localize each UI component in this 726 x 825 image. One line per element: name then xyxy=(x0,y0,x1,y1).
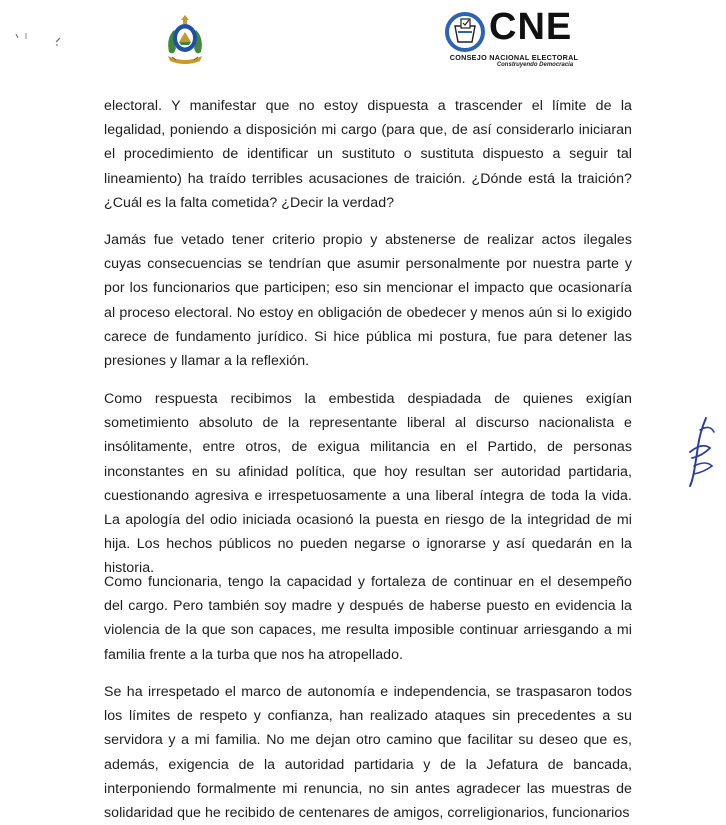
paragraph xyxy=(104,228,632,373)
cne-full-name: CONSEJO NACIONAL ELECTORAL xyxy=(449,53,579,62)
cne-logo xyxy=(443,6,585,68)
handwritten-signature xyxy=(680,412,720,492)
cne-tagline: Construyendo Democracia xyxy=(496,62,574,68)
paragraph-text: Se ha irrespetado el marco de autonomía e independencia, se traspasaron todos los límites de respeto y confianza, han realizado ataques sin precedentes a su servidora y a mi familia. No me dejan otro camino que facilitar su deseo que es, además, exigencia de la autoridad partidaria y de la Jefatura de bancada, interponiendo formalmente mi renuncia, no sin antes agradecer las muestras de solidaridad que he recibido de centenares de amigos, correligionarios, funcionarios xyxy=(104,684,632,822)
paragraph-text: electoral. Y manifestar que no estoy dispuesta a trascender el límite de la legalidad, poniendo a disposición mi cargo (para que, de así considerarlo iniciaran el procedimiento de identificar un sustituto o sustituta dispuesto a seguir tal lineamiento) ha traído terribles acusaciones de traición. ¿Dónde está la traición? ¿Cuál es la falta cometida? ¿Decir la verdad? xyxy=(104,98,632,211)
paragraph-text: Jamás fue vetado tener criterio propio y abstenerse de realizar actos ilegales cuyas consecuencias se tendrían que asumir personalmente por nuestra parte y por los funcionarios que participen; eso sin mencionar el impacto que ocasionaría al proceso electoral. No estoy en obligación de obedecer y menos aún si lo exigido carece de fundamento jurídico. Si hice pública mi postura, fue para detener las presiones y llamar a la reflexión. xyxy=(104,232,632,370)
paragraph xyxy=(104,570,632,667)
paragraph xyxy=(104,680,632,825)
paragraph-text: Como funcionaria, tengo la capacidad y fortaleza de continuar en el desempeño del cargo. Pero también soy madre y después de haberse puesto en evidencia la violencia de la que son capaces, me resulta imposible continuar arriesgando a mi familia frente a la turba que nos ha atropellado. xyxy=(104,574,632,663)
paragraph-text: Como respuesta recibimos la embestida despiadada de quienes exigían sometimiento absoluto de la representante liberal al discurso nacionalista e insólitamente, entre otros, de exigua militancia en el Partido, de personas inconstantes en su afinidad política, que hoy resultan ser autoridad partidaria, cuestionando agresiva e irrespetuosamente a una liberal íntegra de toda la vida. La apología del odio iniciada ocasionó la puesta en riesgo de la integridad de mi hija. Los hechos públicos no pueden negarse o ignorarse y así quedarán en la historia. xyxy=(104,391,632,577)
coat-of-arms-icon xyxy=(160,12,210,66)
paragraph xyxy=(104,94,632,215)
paragraph xyxy=(104,387,632,581)
cne-wordmark: CNE xyxy=(489,6,573,48)
cne-ballot-icon xyxy=(443,10,487,54)
scan-mark xyxy=(12,30,72,50)
